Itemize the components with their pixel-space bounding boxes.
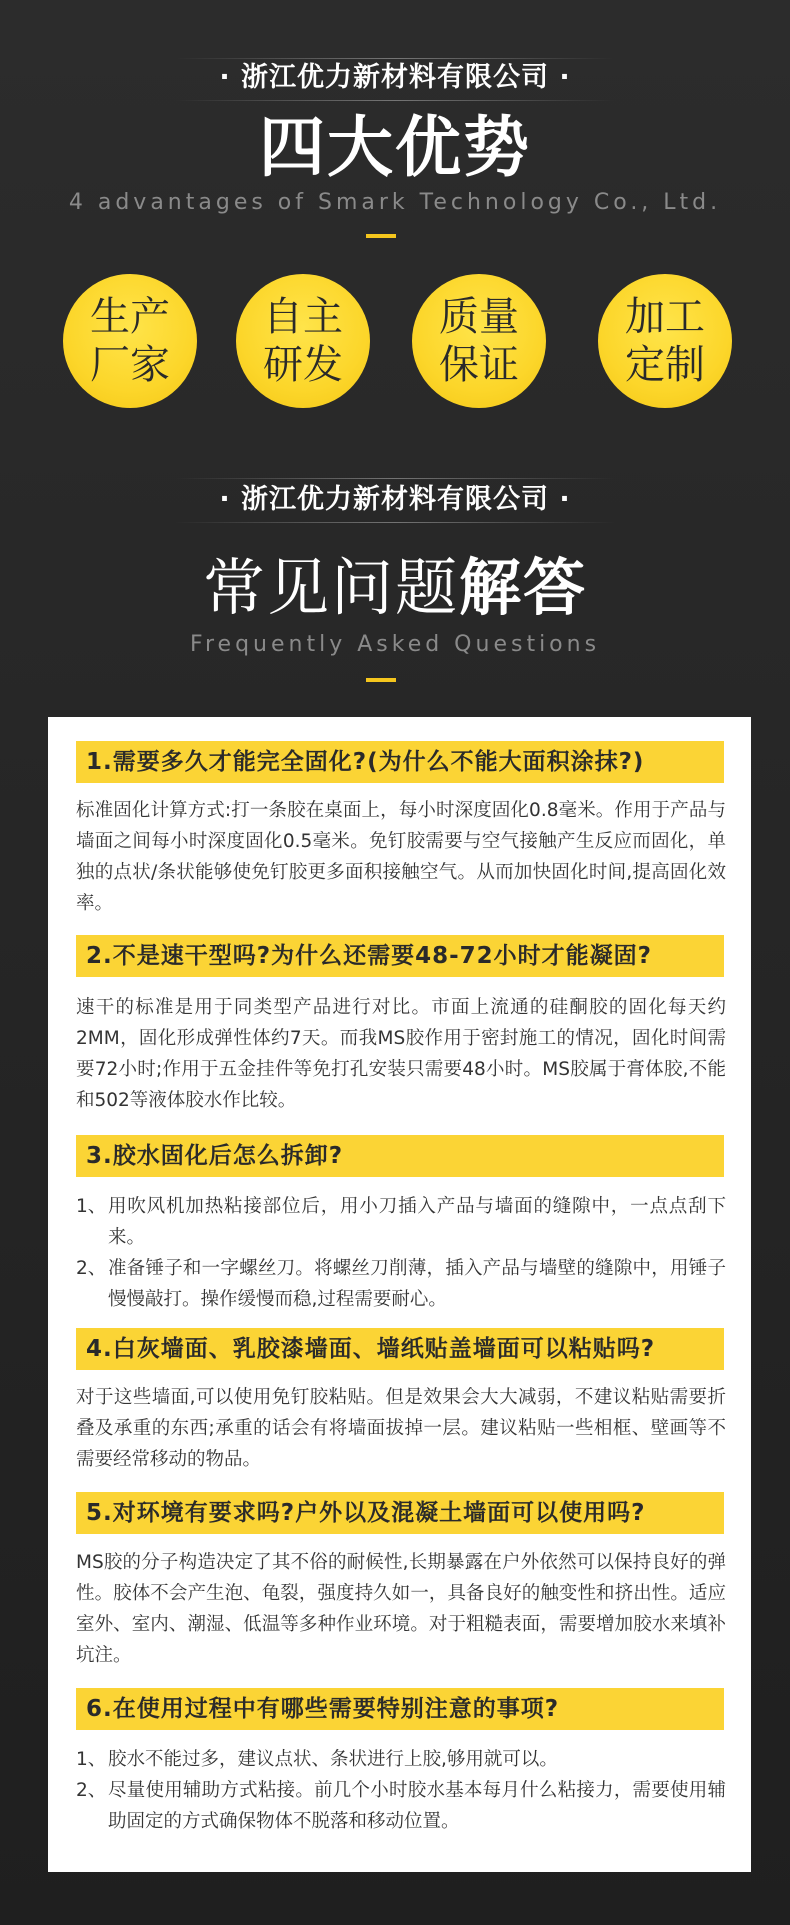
advantage-badge: [63, 274, 197, 408]
list-number: 1、: [76, 1749, 107, 1770]
faq-question-1: 1.需要多久才能完全固化?(为什么不能大面积涂抹?): [76, 741, 724, 783]
faq-question-3: 3.胶水固化后怎么拆卸?: [76, 1135, 724, 1177]
faq-answer-5: MS胶的分子构造决定了其不俗的耐候性,长期暴露在户外依然可以保持良好的弹性。胶体不会产生泡、龟裂，强度持久如一，具备良好的触变性和挤出性。适应室外、室内、潮湿、低温等多种作业环境。对于粗糙表面，需要增加胶水来填补坑注。: [76, 1552, 726, 1666]
advantage-badge: [598, 274, 732, 408]
list-text: 准备锤子和一字螺丝刀。将螺丝刀削薄，插入产品与墙壁的缝隙中，用锤子慢慢敲打。操作缓慢而稳,过程需要耐心。: [108, 1258, 726, 1310]
advantage-line: 定制: [625, 342, 705, 388]
list-number: 2、: [76, 1258, 107, 1279]
advantages-subtitle: 4 advantages of Smark Technology Co., Ltd.: [68, 190, 722, 215]
accent-dash: [366, 234, 396, 238]
advantage-badge: [236, 274, 370, 408]
faq-company-name: · 浙江优力新材料有限公司 ·: [219, 484, 571, 515]
divider-line: [175, 478, 615, 479]
list-item: [76, 1253, 726, 1315]
advantage-badge: [412, 274, 546, 408]
advantage-line: 加工: [625, 294, 705, 340]
list-number: 1、: [76, 1196, 107, 1217]
advantage-line: 研发: [263, 342, 343, 388]
faq-answer-6: [76, 1744, 726, 1837]
faq-subtitle: Frequently Asked Questions: [189, 632, 601, 657]
faq-question-4: 4.白灰墙面、乳胶漆墙面、墙纸贴盖墙面可以粘贴吗?: [76, 1328, 724, 1370]
list-item: [76, 1191, 726, 1253]
faq-answer-4: 对于这些墙面,可以使用免钉胶粘贴。但是效果会大大减弱，不建议粘贴需要折叠及承重的东西;承重的话会有将墙面拔掉一层。建议粘贴一些相框、壁画等不需要经常移动的物品。: [76, 1387, 726, 1470]
advantage-line: 自主: [263, 294, 343, 340]
divider-line: [175, 522, 615, 523]
advantage-line: 保证: [439, 342, 519, 388]
advantage-line: 生产: [90, 294, 170, 340]
list-item: [76, 1744, 726, 1775]
faq-title: [0, 548, 790, 628]
list-text: 尽量使用辅助方式粘接。前几个小时胶水基本每月什么粘接力，需要使用辅助固定的方式确保物体不脱落和移动位置。: [108, 1780, 726, 1832]
list-item: [76, 1775, 726, 1837]
advantages-list: [0, 274, 790, 408]
list-number: 2、: [76, 1780, 107, 1801]
company-name: · 浙江优力新材料有限公司 ·: [219, 62, 571, 93]
faq-answer-1: 标准固化计算方式:打一条胶在桌面上，每小时深度固化0.8毫米。作用于产品与墙面之间每小时深度固化0.5毫米。免钉胶需要与空气接触产生反应而固化，单独的点状/条状能够使免钉胶更多面积接触空气。从而加快固化时间,提高固化效率。: [76, 800, 726, 914]
accent-dash: [366, 678, 396, 682]
faq-answer-2: 速干的标准是用于同类型产品进行对比。市面上流通的硅酮胶的固化每天约2MM，固化形成弹性体约7天。而我MS胶作用于密封施工的情况，固化时间需要72小时;作用于五金挂件等免打孔安装只需要48小时。MS胶属于膏体胶,不能和502等液体胶水作比较。: [76, 997, 726, 1111]
list-text: 胶水不能过多，建议点状、条状进行上胶,够用就可以。: [108, 1749, 558, 1770]
advantages-title: 四大优势: [259, 109, 531, 186]
faq-question-5: 5.对环境有要求吗?户外以及混凝土墙面可以使用吗?: [76, 1492, 724, 1534]
faq-question-6: 6.在使用过程中有哪些需要特别注意的事项?: [76, 1688, 724, 1730]
advantage-line: 质量: [439, 294, 519, 340]
faq-title-light: 常见问题: [202, 551, 459, 624]
divider-line: [175, 100, 615, 101]
advantage-line: 厂家: [90, 342, 170, 388]
list-text: 用吹风机加热粘接部位后，用小刀插入产品与墙面的缝隙中，一点点刮下来。: [108, 1196, 726, 1248]
faq-title-bold: 解答: [459, 551, 588, 624]
faq-question-2: 2.不是速干型吗?为什么还需要48-72小时才能凝固?: [76, 935, 724, 977]
faq-answer-3: [76, 1191, 726, 1315]
faq-card: [48, 717, 751, 1872]
